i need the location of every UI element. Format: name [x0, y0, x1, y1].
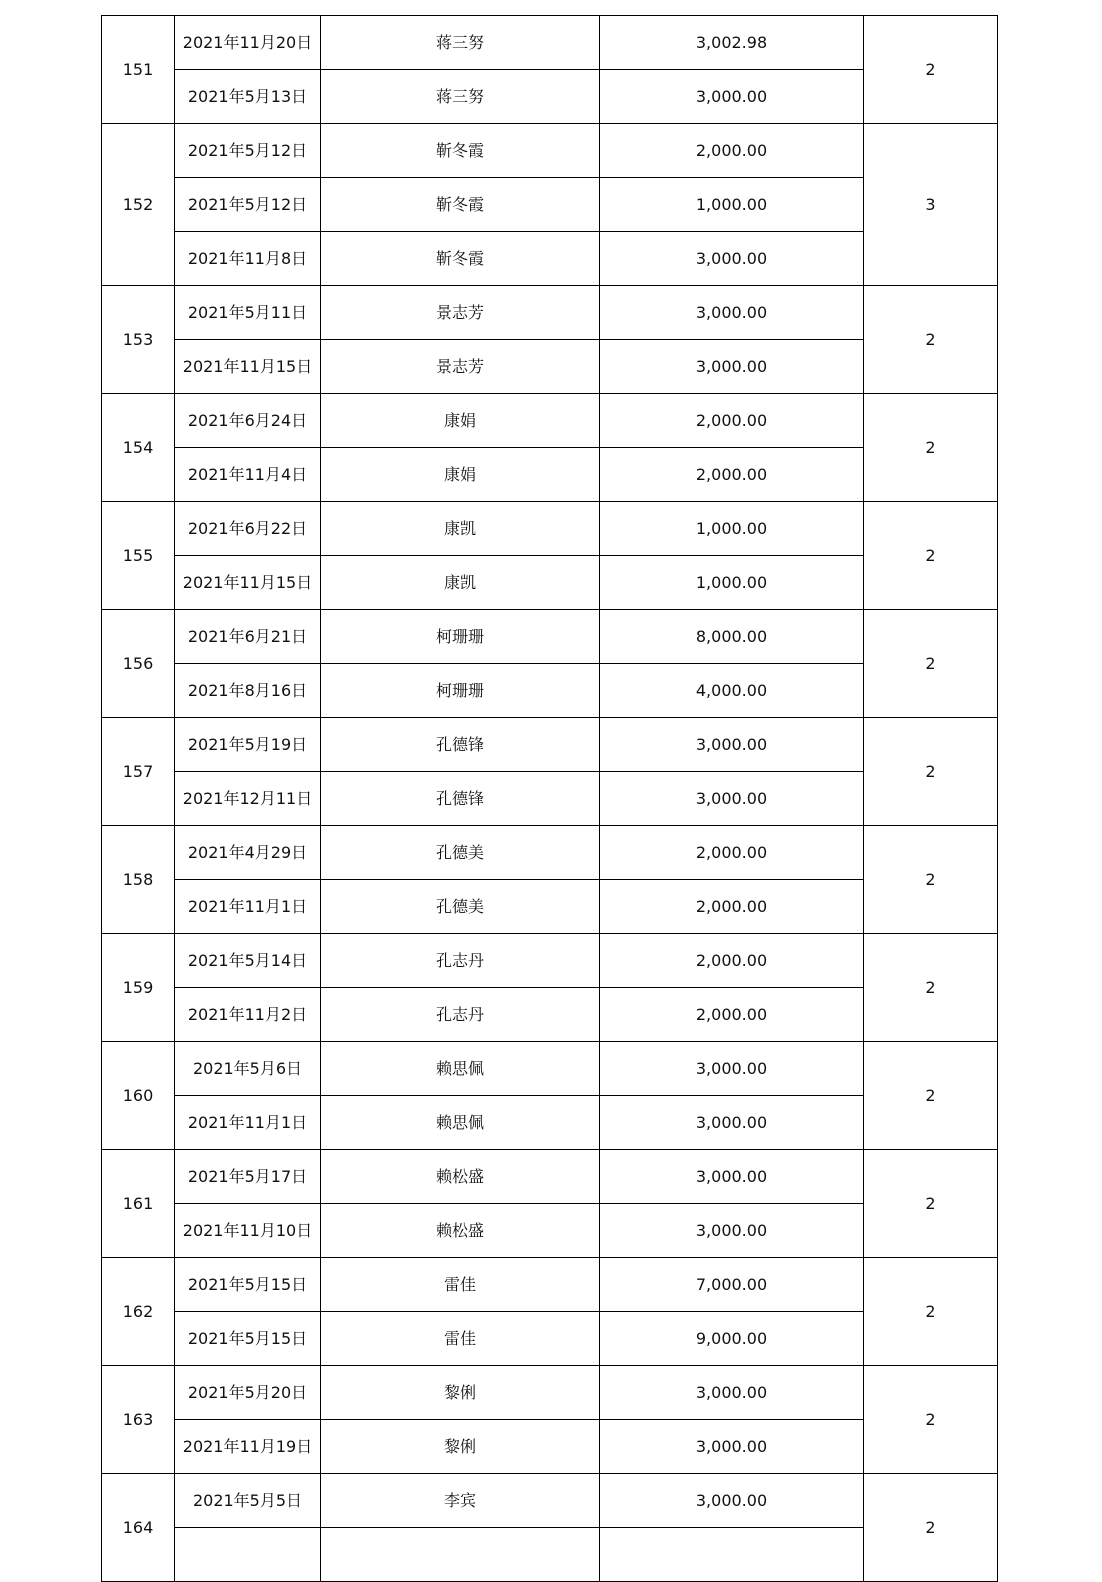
amount-cell: 3,000.00	[600, 772, 864, 826]
date-cell: 2021年5月14日	[175, 934, 321, 988]
amount-cell: 2,000.00	[600, 988, 864, 1042]
group-count-cell: 2	[864, 826, 998, 934]
table-row	[102, 1528, 998, 1582]
group-count-cell: 3	[864, 124, 998, 286]
date-cell: 2021年11月8日	[175, 232, 321, 286]
table-row	[102, 934, 998, 988]
date-cell: 2021年11月1日	[175, 1096, 321, 1150]
name-cell: 孔德锋	[321, 772, 600, 826]
name-cell: 蒋三努	[321, 16, 600, 70]
group-count-cell: 2	[864, 1366, 998, 1474]
table-row	[102, 340, 998, 394]
records-table	[101, 15, 998, 1582]
amount-cell: 3,000.00	[600, 1150, 864, 1204]
group-count-cell: 2	[864, 502, 998, 610]
amount-cell: 2,000.00	[600, 826, 864, 880]
table-row	[102, 1204, 998, 1258]
date-cell: 2021年5月12日	[175, 178, 321, 232]
amount-cell: 3,000.00	[600, 1204, 864, 1258]
amount-cell: 3,000.00	[600, 286, 864, 340]
name-cell: 景志芳	[321, 286, 600, 340]
name-cell: 赖松盛	[321, 1204, 600, 1258]
group-index-cell: 161	[102, 1150, 175, 1258]
group-count-cell: 2	[864, 1150, 998, 1258]
amount-cell: 9,000.00	[600, 1312, 864, 1366]
group-index-cell: 157	[102, 718, 175, 826]
amount-cell: 3,000.00	[600, 1042, 864, 1096]
amount-cell: 4,000.00	[600, 664, 864, 718]
table-row	[102, 16, 998, 70]
amount-cell: 2,000.00	[600, 880, 864, 934]
table-row	[102, 394, 998, 448]
group-index-cell: 151	[102, 16, 175, 124]
name-cell: 赖思佩	[321, 1096, 600, 1150]
amount-cell: 1,000.00	[600, 178, 864, 232]
date-cell: 2021年11月20日	[175, 16, 321, 70]
group-count-cell: 2	[864, 1042, 998, 1150]
table-row	[102, 664, 998, 718]
date-cell: 2021年5月12日	[175, 124, 321, 178]
group-index-cell: 156	[102, 610, 175, 718]
name-cell: 黎俐	[321, 1366, 600, 1420]
amount-cell: 3,000.00	[600, 718, 864, 772]
table-row	[102, 1150, 998, 1204]
amount-cell: 1,000.00	[600, 556, 864, 610]
name-cell: 康凯	[321, 556, 600, 610]
amount-cell: 1,000.00	[600, 502, 864, 556]
group-count-cell: 2	[864, 610, 998, 718]
group-index-cell: 160	[102, 1042, 175, 1150]
group-index-cell: 159	[102, 934, 175, 1042]
date-cell: 2021年11月4日	[175, 448, 321, 502]
amount-cell: 7,000.00	[600, 1258, 864, 1312]
name-cell: 康娟	[321, 448, 600, 502]
group-index-cell: 164	[102, 1474, 175, 1582]
group-index-cell: 155	[102, 502, 175, 610]
amount-cell: 2,000.00	[600, 394, 864, 448]
table-row	[102, 610, 998, 664]
table-row	[102, 988, 998, 1042]
table-row	[102, 880, 998, 934]
group-count-cell: 2	[864, 16, 998, 124]
name-cell: 康娟	[321, 394, 600, 448]
date-cell: 2021年11月15日	[175, 556, 321, 610]
amount-cell: 3,000.00	[600, 232, 864, 286]
amount-cell: 2,000.00	[600, 934, 864, 988]
amount-cell: 3,000.00	[600, 340, 864, 394]
table-row	[102, 502, 998, 556]
table-row	[102, 70, 998, 124]
name-cell: 靳冬霞	[321, 124, 600, 178]
name-cell: 康凯	[321, 502, 600, 556]
name-cell: 景志芳	[321, 340, 600, 394]
table-row	[102, 232, 998, 286]
group-count-cell: 2	[864, 286, 998, 394]
name-cell: 黎俐	[321, 1420, 600, 1474]
amount-cell: 8,000.00	[600, 610, 864, 664]
name-cell: 李宾	[321, 1474, 600, 1528]
table-row	[102, 1312, 998, 1366]
table-row	[102, 1096, 998, 1150]
group-count-cell: 2	[864, 1258, 998, 1366]
name-cell: 赖思佩	[321, 1042, 600, 1096]
date-cell: 2021年6月24日	[175, 394, 321, 448]
group-index-cell: 152	[102, 124, 175, 286]
amount-cell: 3,000.00	[600, 1366, 864, 1420]
date-cell: 2021年8月16日	[175, 664, 321, 718]
amount-cell: 3,000.00	[600, 70, 864, 124]
name-cell: 孔德锋	[321, 718, 600, 772]
name-cell: 孔志丹	[321, 934, 600, 988]
table-row	[102, 448, 998, 502]
date-cell: 2021年5月19日	[175, 718, 321, 772]
group-count-cell: 2	[864, 394, 998, 502]
group-count-cell: 2	[864, 934, 998, 1042]
group-index-cell: 162	[102, 1258, 175, 1366]
name-cell: 孔德美	[321, 826, 600, 880]
date-cell: 2021年11月1日	[175, 880, 321, 934]
name-cell: 蒋三努	[321, 70, 600, 124]
table-row	[102, 1420, 998, 1474]
name-cell: 靳冬霞	[321, 178, 600, 232]
date-cell: 2021年11月10日	[175, 1204, 321, 1258]
amount-cell: 3,000.00	[600, 1474, 864, 1528]
records-table-body	[102, 16, 998, 1582]
table-row	[102, 1366, 998, 1420]
name-cell: 雷佳	[321, 1258, 600, 1312]
date-cell: 2021年6月22日	[175, 502, 321, 556]
amount-cell: 3,000.00	[600, 1420, 864, 1474]
table-row	[102, 178, 998, 232]
group-count-cell: 2	[864, 1474, 998, 1582]
table-row	[102, 1258, 998, 1312]
name-cell: 柯珊珊	[321, 664, 600, 718]
name-cell: 靳冬霞	[321, 232, 600, 286]
table-row	[102, 1042, 998, 1096]
name-cell: 孔德美	[321, 880, 600, 934]
table-row	[102, 286, 998, 340]
table-row	[102, 124, 998, 178]
amount-cell: 2,000.00	[600, 448, 864, 502]
date-cell: 2021年5月13日	[175, 70, 321, 124]
date-cell: 2021年11月15日	[175, 340, 321, 394]
group-index-cell: 163	[102, 1366, 175, 1474]
date-cell: 2021年5月5日	[175, 1474, 321, 1528]
date-cell: 2021年5月15日	[175, 1312, 321, 1366]
date-cell: 2021年11月19日	[175, 1420, 321, 1474]
date-cell: 2021年5月17日	[175, 1150, 321, 1204]
date-cell	[175, 1528, 321, 1582]
group-index-cell: 153	[102, 286, 175, 394]
date-cell: 2021年5月20日	[175, 1366, 321, 1420]
name-cell	[321, 1528, 600, 1582]
date-cell: 2021年12月11日	[175, 772, 321, 826]
amount-cell: 3,000.00	[600, 1096, 864, 1150]
name-cell: 赖松盛	[321, 1150, 600, 1204]
date-cell: 2021年5月11日	[175, 286, 321, 340]
group-index-cell: 158	[102, 826, 175, 934]
date-cell: 2021年4月29日	[175, 826, 321, 880]
amount-cell: 2,000.00	[600, 124, 864, 178]
amount-cell: 3,002.98	[600, 16, 864, 70]
date-cell: 2021年5月15日	[175, 1258, 321, 1312]
date-cell: 2021年5月6日	[175, 1042, 321, 1096]
group-index-cell: 154	[102, 394, 175, 502]
table-row	[102, 826, 998, 880]
table-row	[102, 1474, 998, 1528]
table-row	[102, 718, 998, 772]
date-cell: 2021年11月2日	[175, 988, 321, 1042]
group-count-cell: 2	[864, 718, 998, 826]
name-cell: 柯珊珊	[321, 610, 600, 664]
amount-cell	[600, 1528, 864, 1582]
table-row	[102, 772, 998, 826]
table-row	[102, 556, 998, 610]
date-cell: 2021年6月21日	[175, 610, 321, 664]
name-cell: 雷佳	[321, 1312, 600, 1366]
name-cell: 孔志丹	[321, 988, 600, 1042]
